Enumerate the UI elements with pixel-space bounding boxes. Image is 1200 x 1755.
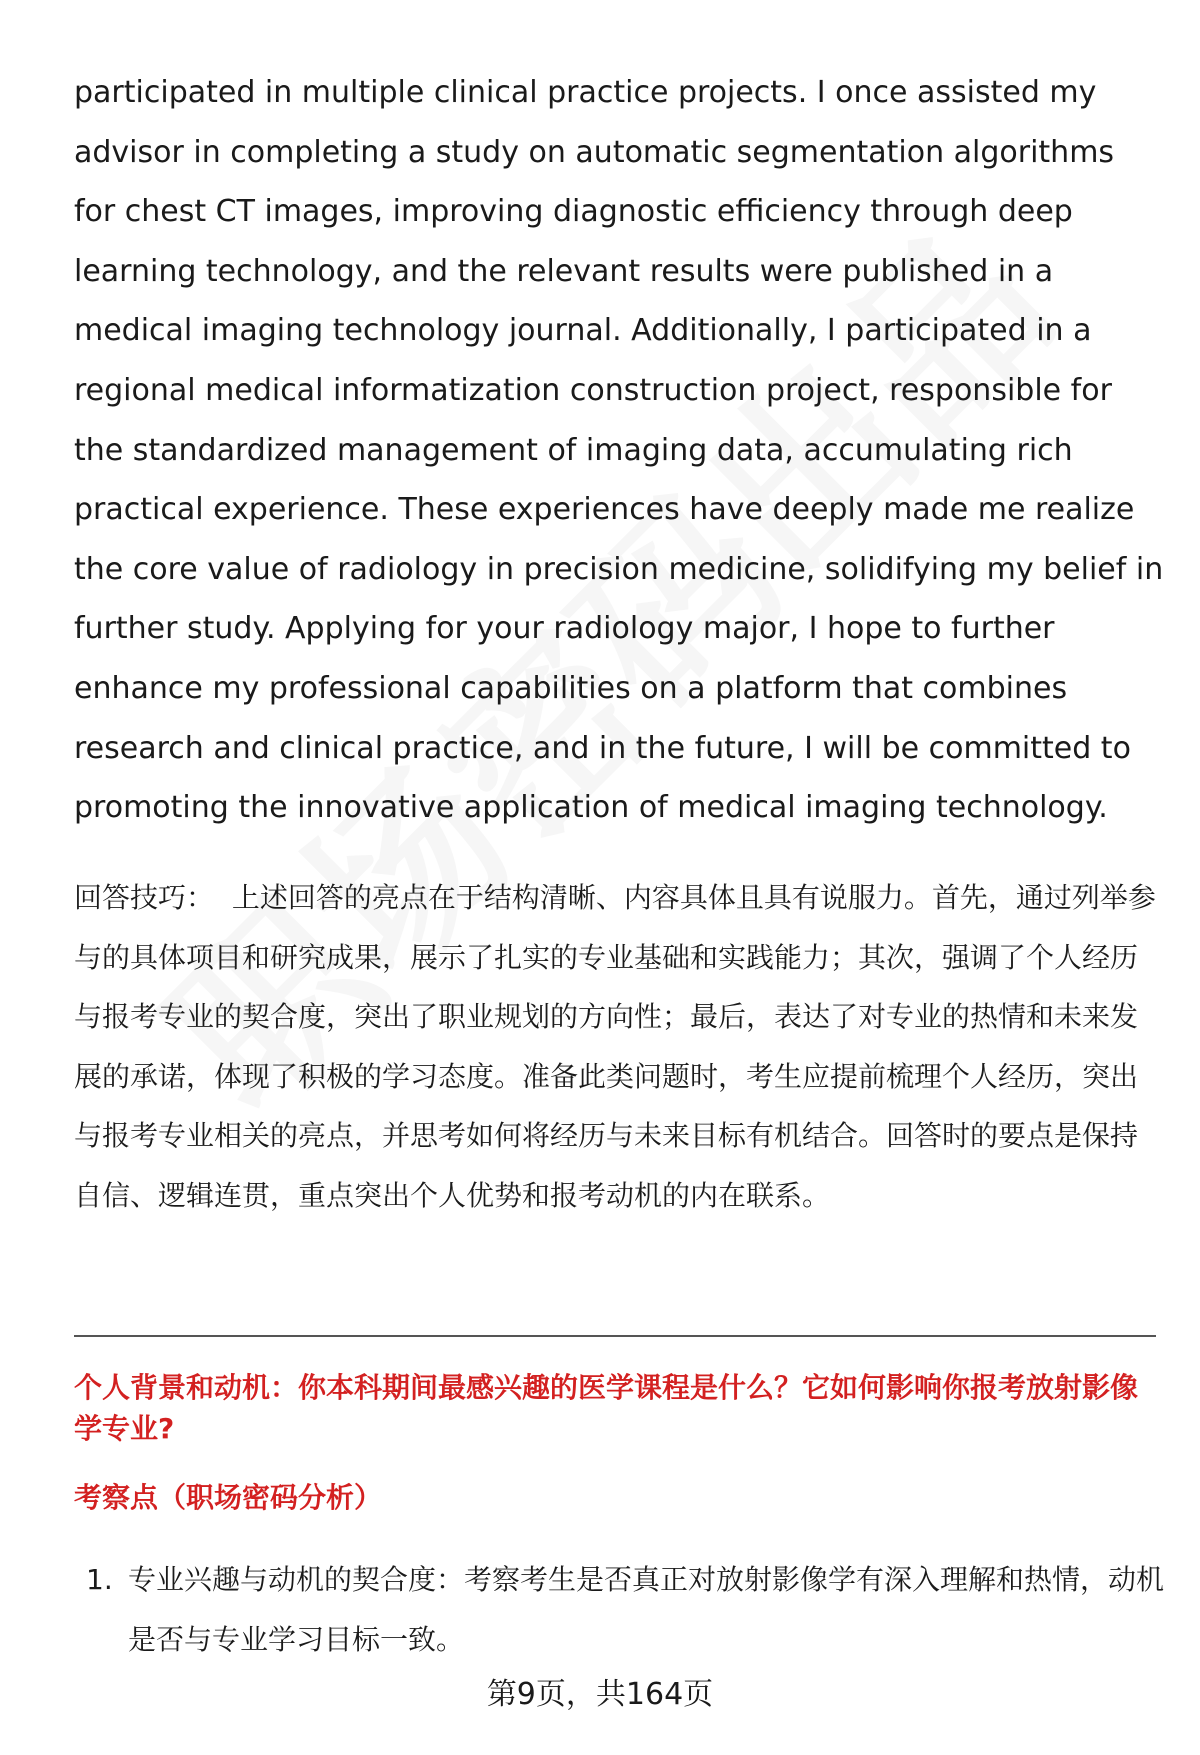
question-heading: 个人背景和动机：你本科期间最感兴趣的医学课程是什么？它如何影响你报考放射影像学专业? <box>74 1371 1139 1445</box>
list-item <box>74 1550 1164 1670</box>
tips-text: 上述回答的亮点在于结构清晰、内容具体且具有说服力。首先，通过列举参与的具体项目和研究成果，展示了扎实的专业基础和实践能力；其次，强调了个人经历与报考专业的契合度，突出了职业规划的方向性；最后，表达了对专业的热情和未来发展的承诺，体现了积极的学习态度。准备此类问题时，考生应提前梳理个人经历，突出与报考专业相关的亮点，并思考如何将经历与未来目标有机结合。回答时的要点是保持自信、逻辑连贯，重点突出个人优势和报考动机的内在联系。 <box>74 881 1156 1212</box>
section-heading: 考察点（职场密码分析） <box>74 1481 383 1514</box>
page-footer: 第9页，共164页 <box>486 1677 714 1712</box>
answer-tips-paragraph <box>74 868 1164 1226</box>
list-item-number: 1. <box>86 1563 113 1596</box>
tips-label: 回答技巧： <box>74 881 215 914</box>
list-item-text: 专业兴趣与动机的契合度：考察考生是否真正对放射影像学有深入理解和热情，动机是否与专业学习目标一致。 <box>128 1563 1165 1656</box>
section-divider <box>74 1335 1156 1337</box>
points-list <box>74 1550 1164 1670</box>
answer-paragraph: participated in multiple clinical practice projects. I once assisted my advisor in completing a study on automatic segmentation algorithms for chest CT images, improving diagnostic efficiency through deep learning technology, and the relevant results were published in a medical imaging technology journal. Additionally, I participated in a regional medical informatization construction project, responsible for the standardized management of imaging data, accumulating rich practical experience. These experiences have deeply made me realize the core value of radiology in precision medicine, solidifying my belief in further study. Applying for your radiology major, I hope to further enhance my professional capabilities on a platform that combines research and clinical practice, and in the future, I will be committed to promoting the innovative application of medical imaging technology. <box>74 75 1164 826</box>
